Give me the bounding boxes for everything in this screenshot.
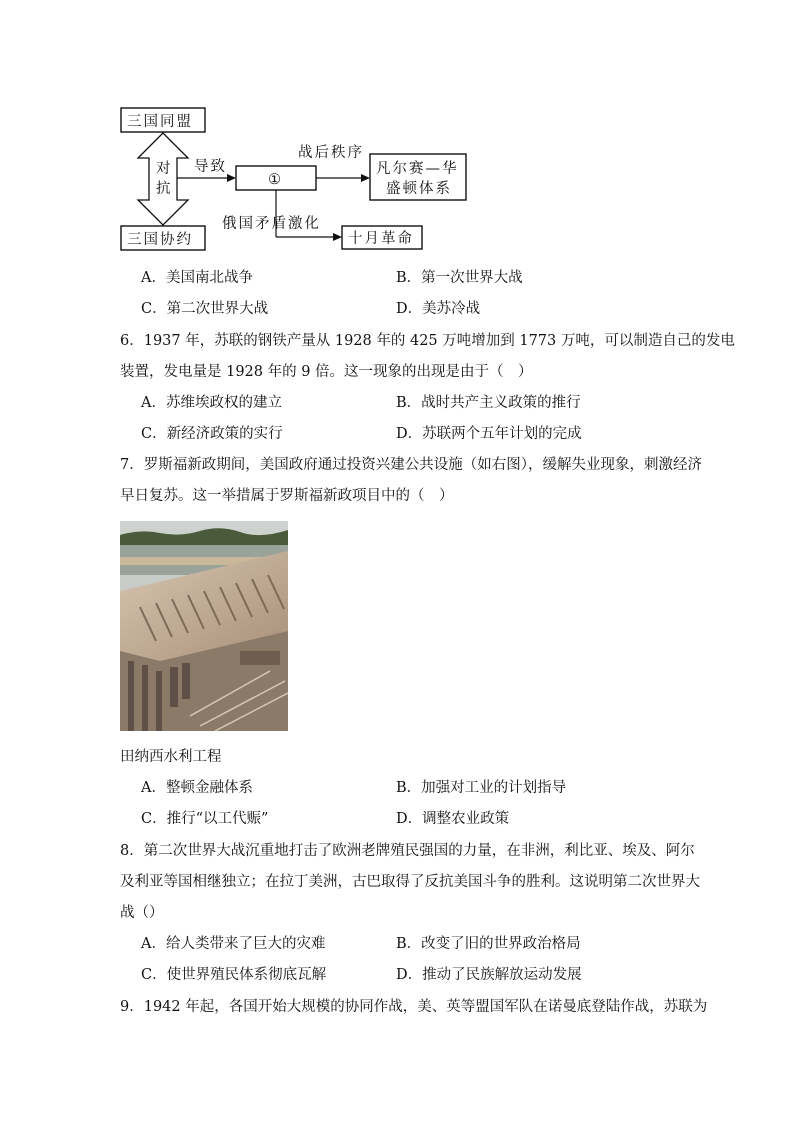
q8-option-a[interactable]: A．给人类带来了巨大的灾难	[141, 936, 326, 952]
q6-stem-line-2: 装置，发电量是 1928 年的 9 倍。这一现象的出现是由于（ ）	[120, 364, 533, 380]
q7-option-d[interactable]: D．调整农业政策	[396, 811, 510, 827]
q5-option-b[interactable]: B．第一次世界大战	[396, 270, 523, 286]
q8-stem-line-1: 8．第二次世界大战沉重地打击了欧洲老牌殖民强国的力量，在非洲，利比亚、埃及、阿尔	[120, 843, 695, 859]
q9-stem-line-1: 9．1942 年起，各国开始大规模的协同作战，美、英等盟国军队在诺曼底登陆作战，苏联为	[120, 999, 708, 1015]
q7-option-b[interactable]: B．加强对工业的计划指导	[396, 780, 567, 796]
q8-option-d[interactable]: D．推动了民族解放运动发展	[396, 967, 582, 983]
russia-contradiction-label: 俄国矛盾激化	[222, 216, 321, 232]
q6-option-c[interactable]: C．新经济政策的实行	[141, 426, 283, 442]
q7-option-a[interactable]: A．整顿金融体系	[141, 780, 253, 796]
lead-to-label: 导致	[194, 159, 227, 175]
q6-stem-line-1: 6．1937 年，苏联的钢铁产量从 1928 年的 425 万吨增加到 1773 万吨，可以制造自己的发电	[120, 333, 735, 349]
box-triple-entente: 三国协约	[127, 232, 193, 248]
tennessee-dam-photo	[120, 521, 288, 731]
postwar-order-label: 战后秩序	[298, 145, 364, 161]
q5-option-a[interactable]: A．美国南北战争	[141, 270, 253, 286]
history-flow-diagram	[118, 100, 478, 260]
q6-option-d[interactable]: D．苏联两个五年计划的完成	[396, 426, 582, 442]
q7-option-c[interactable]: C．推行“以工代赈”	[141, 811, 269, 827]
box-triple-alliance: 三国同盟	[127, 114, 193, 130]
q7-stem-line-2: 早日复苏。这一举措属于罗斯福新政项目中的（ ）	[120, 488, 454, 504]
confront-text-2: 抗	[156, 181, 173, 197]
q8-option-c[interactable]: C．使世界殖民体系彻底瓦解	[141, 967, 327, 983]
q7-stem-line-1: 7．罗斯福新政期间，美国政府通过投资兴建公共设施（如右图），缓解失业现象，刺激经济	[120, 457, 702, 473]
confront-double-arrow	[138, 133, 188, 225]
q8-stem-line-2: 及利亚等国相继独立；在拉丁美洲，古巴取得了反抗美国斗争的胜利。这说明第二次世界大	[120, 874, 700, 890]
confront-text-1: 对	[156, 161, 173, 177]
center-marker: ①	[268, 172, 283, 188]
october-revolution-box: 十月革命	[348, 231, 414, 247]
q5-option-c[interactable]: C．第二次世界大战	[141, 301, 269, 317]
q5-option-d[interactable]: D．美苏冷战	[396, 301, 481, 317]
q6-option-a[interactable]: A．苏维埃政权的建立	[141, 395, 282, 411]
q6-option-b[interactable]: B．战时共产主义政策的推行	[396, 395, 581, 411]
versailles-text-1: 凡尔赛—华	[376, 161, 459, 177]
q7-image-caption: 田纳西水利工程	[120, 749, 222, 765]
q8-option-b[interactable]: B．改变了旧的世界政治格局	[396, 936, 581, 952]
versailles-text-2: 盛顿体系	[386, 181, 452, 197]
q8-stem-line-3: 战（）	[120, 905, 164, 921]
